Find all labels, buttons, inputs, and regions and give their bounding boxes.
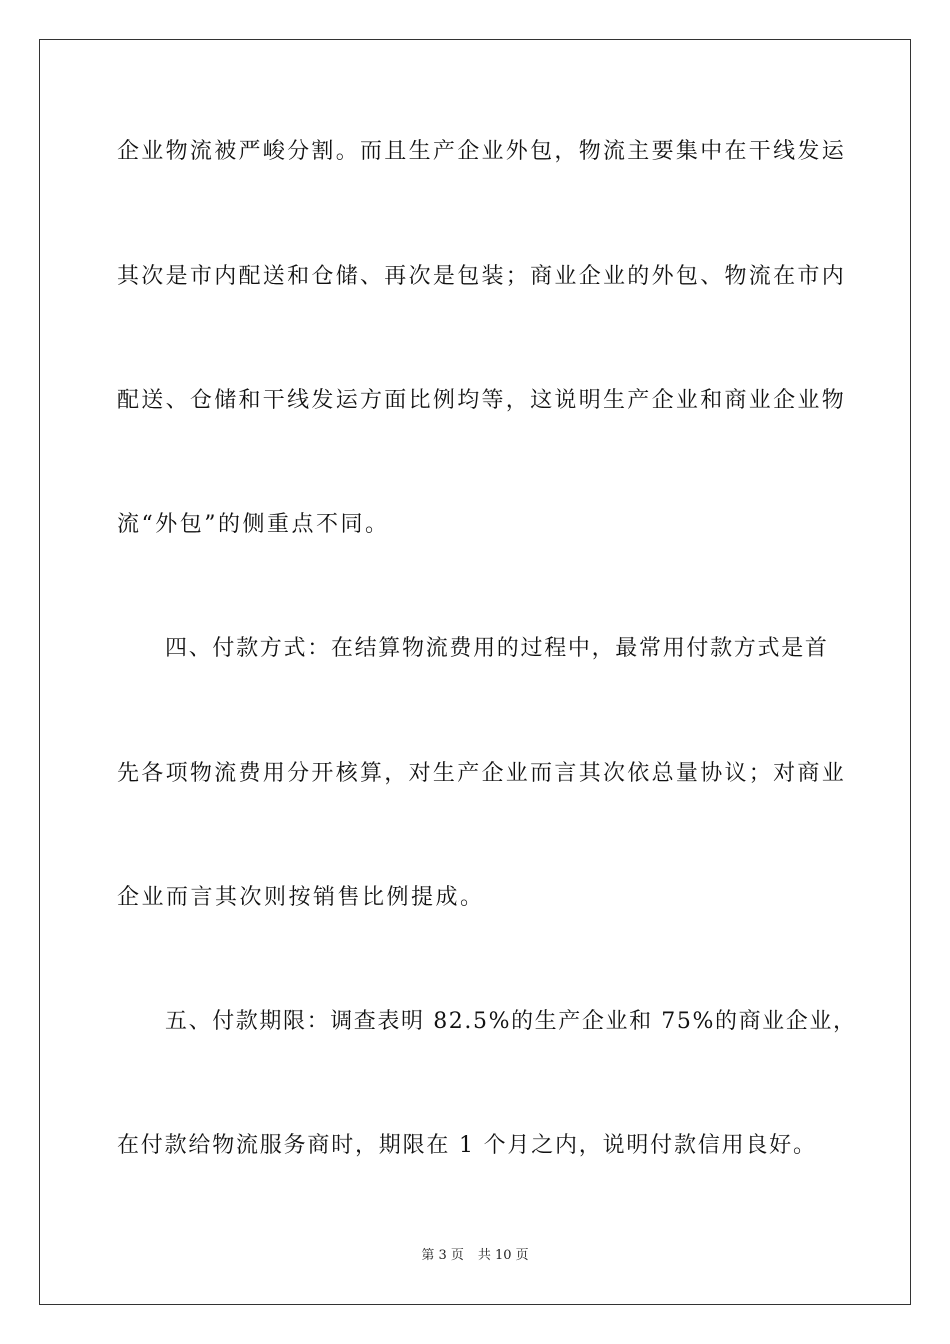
body-line-6: 先各项物流费用分开核算，对生产企业而言其次依总量协议；对商业 xyxy=(117,761,847,786)
body-line-9: 在付款给物流服务商时，期限在 1 个月之内，说明付款信用良好。 xyxy=(117,1133,817,1158)
body-line-1: 企业物流被严峻分割。而且生产企业外包，物流主要集中在干线发运 xyxy=(117,139,847,164)
page-frame xyxy=(39,39,911,1305)
body-line-8: 五、付款期限：调查表明 82.5%的生产企业和 75%的商业企业， xyxy=(165,1009,857,1034)
body-line-4: 流“外包”的侧重点不同。 xyxy=(117,512,390,537)
body-line-7: 企业而言其次则按销售比例提成。 xyxy=(117,885,485,910)
body-line-3: 配送、仓储和干线发运方面比例均等，这说明生产企业和商业企业物 xyxy=(117,388,847,413)
body-line-2: 其次是市内配送和仓储、再次是包装；商业企业的外包、物流在市内 xyxy=(117,264,847,289)
page-footer xyxy=(0,1248,950,1264)
page-total: 共 10 页 xyxy=(477,1248,529,1263)
page-number: 第 3 页 xyxy=(421,1248,464,1263)
body-line-5: 四、付款方式：在结算物流费用的过程中，最常用付款方式是首 xyxy=(165,636,829,661)
